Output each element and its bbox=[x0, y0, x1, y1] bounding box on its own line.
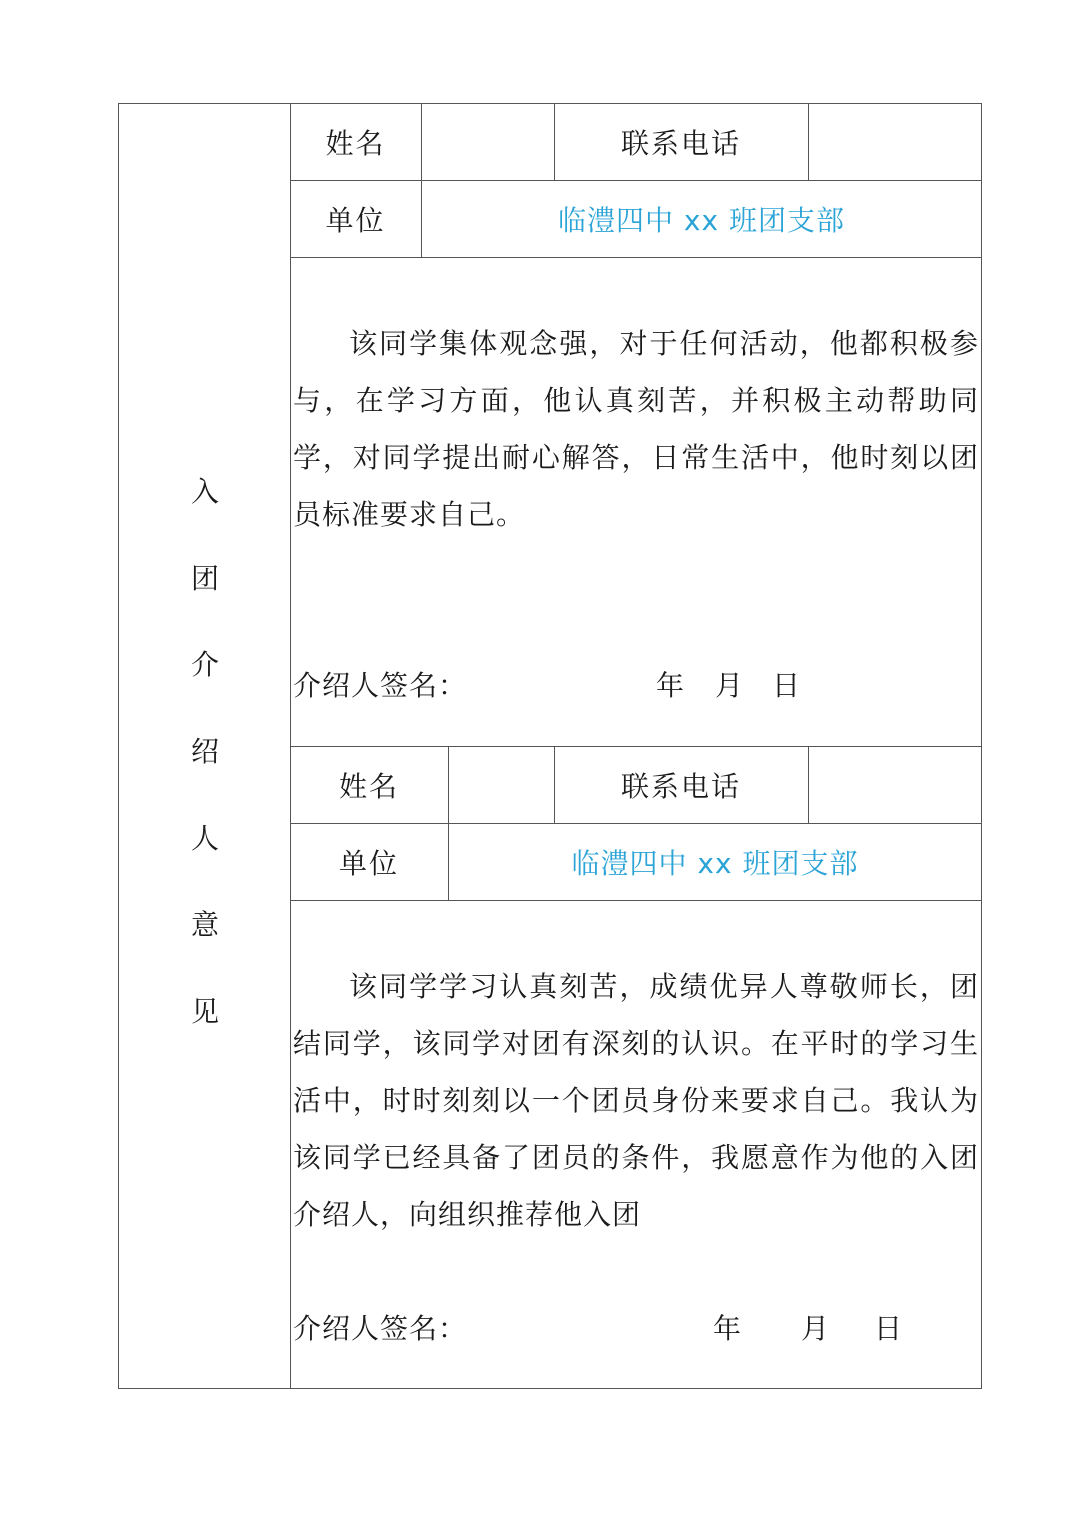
unit-value: 临澧四中 xx 班团支部 bbox=[558, 203, 845, 237]
name-field[interactable] bbox=[421, 103, 554, 180]
name-label: 姓名 bbox=[338, 769, 399, 803]
side-label-char: 介 bbox=[190, 648, 219, 682]
side-label-char: 见 bbox=[190, 994, 219, 1028]
side-label-char: 绍 bbox=[190, 734, 219, 768]
phone-field[interactable] bbox=[808, 746, 982, 823]
side-label-char: 人 bbox=[190, 821, 219, 855]
date-day: 日 bbox=[772, 669, 802, 702]
side-label-char: 入 bbox=[190, 475, 219, 508]
opinion-text: 该同学学习认真刻苦，成绩优异人尊敬师长，团结同学，该同学对团有深刻的认识。在平时的学习生活中，时时刻刻以一个团员身份来要求自己。我认为该同学已经具备了团员的条件，我愿意作为他的入团介绍人，向组织推荐他入团 bbox=[293, 970, 979, 1231]
unit-value: 临澧四中 xx 班团支部 bbox=[571, 846, 859, 880]
name-label: 姓名 bbox=[325, 126, 386, 160]
date-year: 年 bbox=[656, 669, 686, 702]
side-label-char: 意 bbox=[190, 908, 219, 942]
signature-label: 介绍人签名： bbox=[293, 669, 468, 702]
unit-label: 单位 bbox=[338, 846, 399, 880]
phone-label: 联系电话 bbox=[620, 769, 741, 803]
side-label-introducer-opinion bbox=[160, 470, 250, 1030]
phone-label: 联系电话 bbox=[620, 126, 741, 160]
date-month: 月 bbox=[715, 669, 745, 702]
row-divider bbox=[290, 257, 982, 258]
date-month: 月 bbox=[801, 1312, 831, 1345]
unit-label: 单位 bbox=[325, 203, 386, 237]
date-day: 日 bbox=[874, 1312, 904, 1345]
name-field[interactable] bbox=[448, 746, 554, 823]
date-year: 年 bbox=[713, 1312, 743, 1345]
opinion-text: 该同学集体观念强，对于任何活动，他都积极参与，在学习方面，他认真刻苦，并积极主动帮助同学，对同学提出耐心解答，日常生活中，他时刻以团员标准要求自己。 bbox=[293, 327, 979, 531]
side-label-char: 团 bbox=[190, 561, 219, 595]
signature-label: 介绍人签名： bbox=[293, 1312, 468, 1345]
row-divider bbox=[290, 900, 982, 901]
phone-field[interactable] bbox=[808, 103, 982, 180]
